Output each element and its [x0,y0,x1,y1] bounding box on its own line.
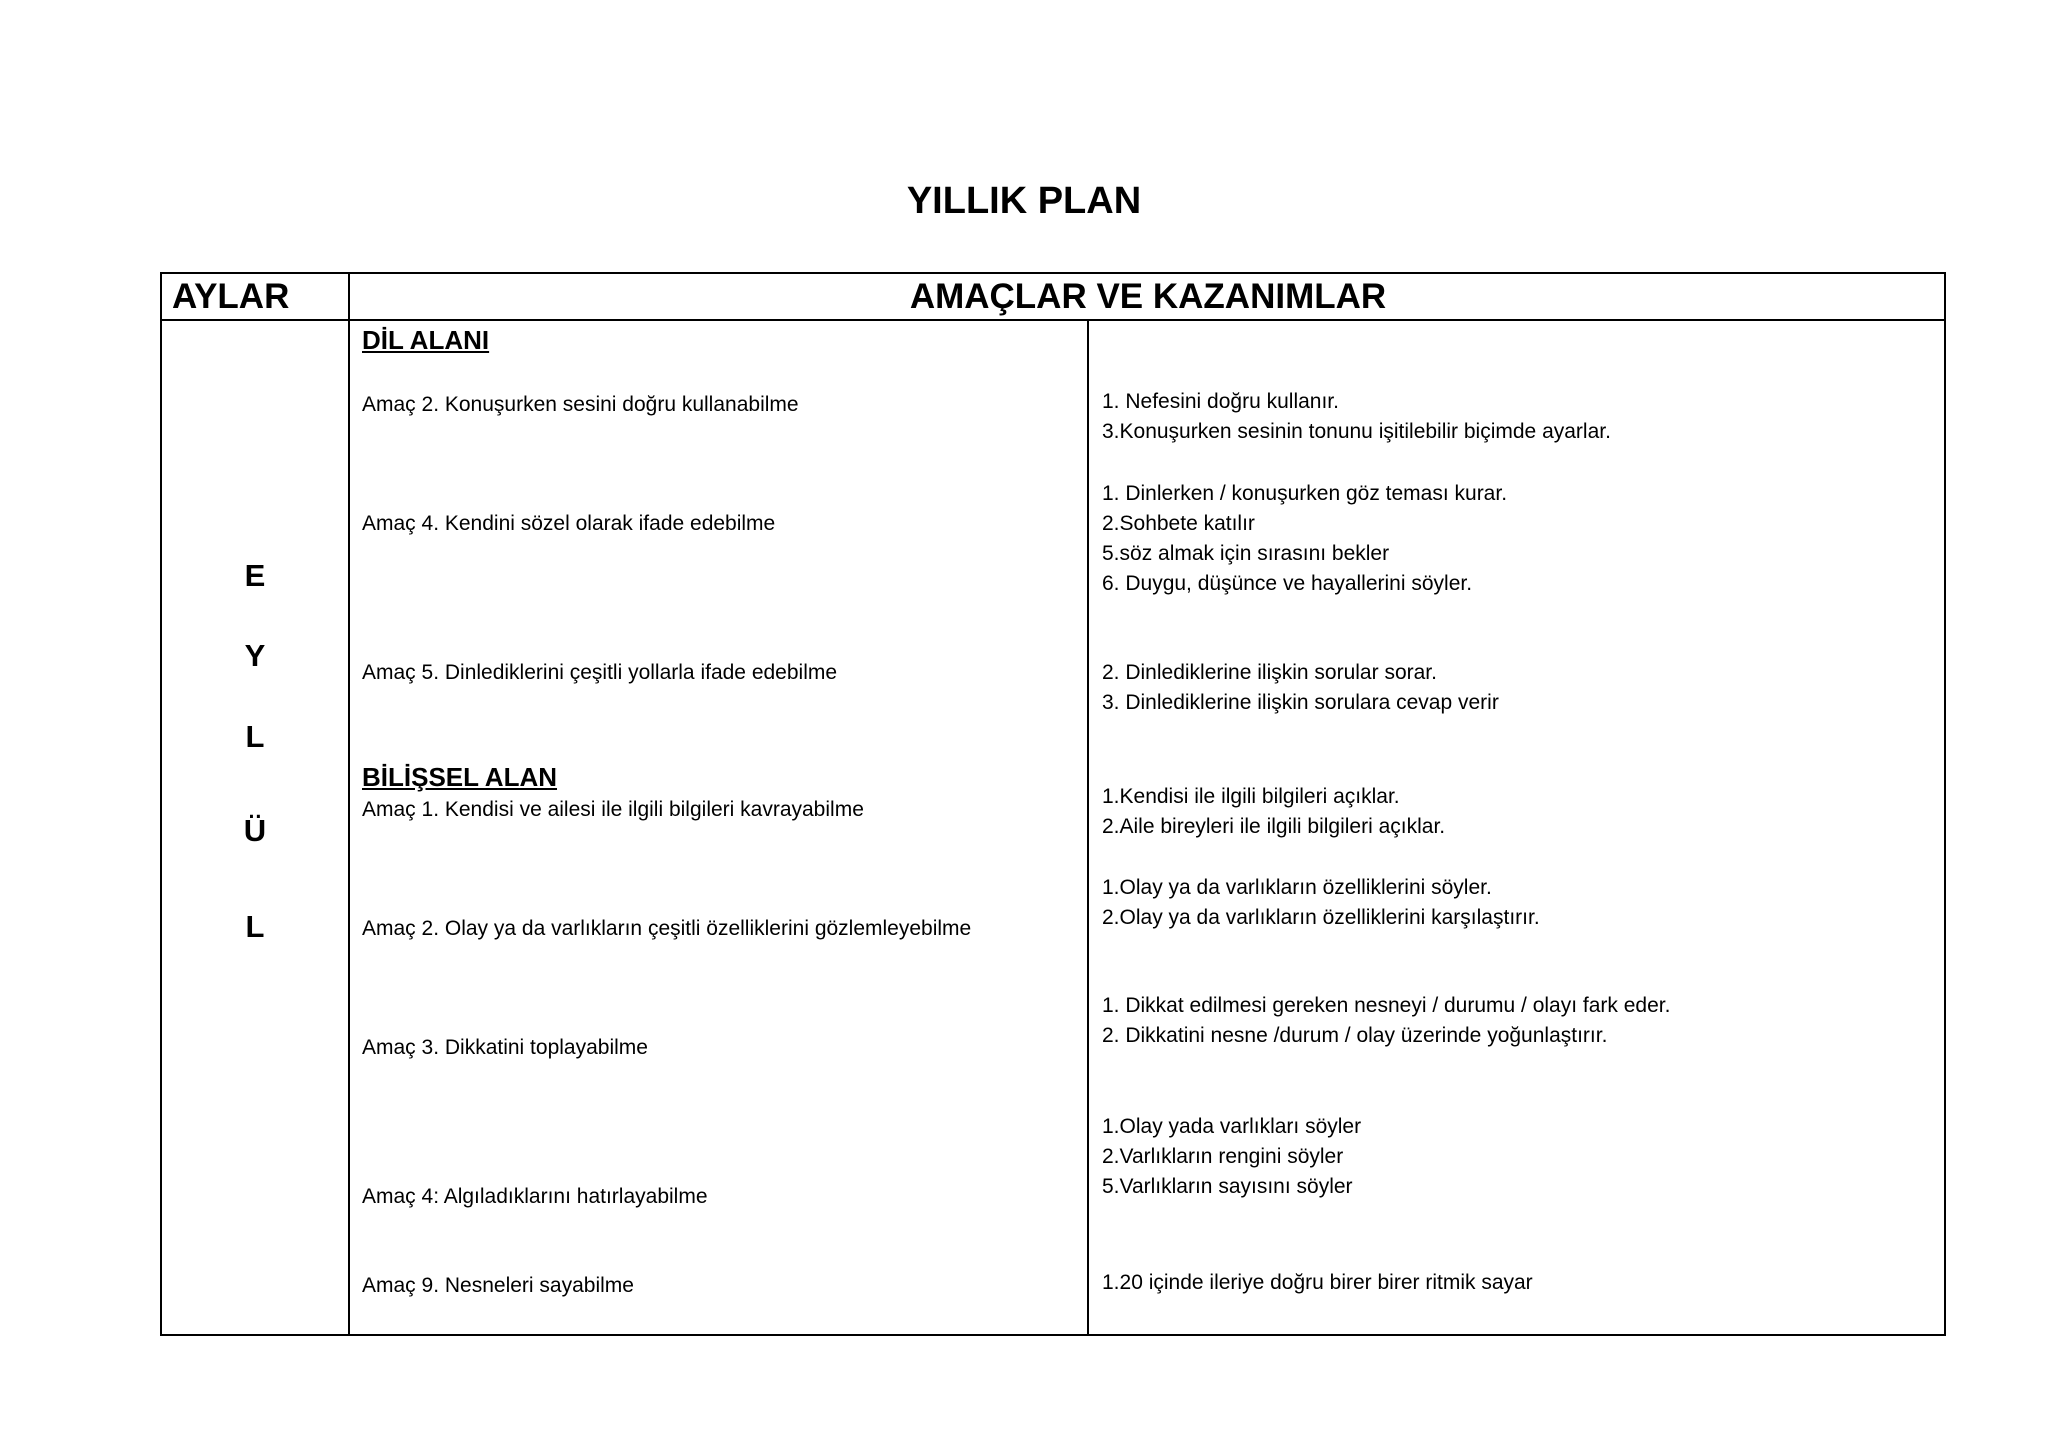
cognitive-section-heading: BİLİŞSEL ALAN [362,762,558,792]
goal-item: Amaç 4. Kendini sözel olarak ifade edebilme [362,512,776,535]
achievement-item: 6. Duygu, düşünce ve hayallerini söyler. [1102,572,1473,595]
goal-item: Amaç 2. Olay ya da varlıkların çeşitli özelliklerini gözlemleyebilme [362,917,972,940]
goal-item: Amaç 3. Dikkatini toplayabilme [362,1036,648,1059]
achievement-item: 2.Olay ya da varlıkların özelliklerini karşılaştırır. [1102,906,1540,929]
achievement-list [1102,873,1540,933]
achievement-list [1102,1112,1361,1202]
month-letter: Y [244,638,266,673]
page-title: YILLIK PLAN [906,180,1142,222]
achievement-item: 2. Dinlediklerine ilişkin sorular sorar. [1102,661,1437,684]
achievement-item: 2.Aile bireyleri ile ilgili bilgileri açıklar. [1102,815,1446,838]
achievement-item: 5.Varlıkların sayısını söyler [1102,1175,1353,1198]
achievement-list [1102,387,1611,447]
achievement-list [1102,479,1507,599]
achievement-item: 3.Konuşurken sesinin tonunu işitilebilir biçimde ayarlar. [1102,420,1611,443]
goals-column-divider [1087,320,1089,1336]
achievement-item: 1.Olay ya da varlıkların özelliklerini söyler. [1102,876,1492,899]
achievement-item: 1.Olay yada varlıkları söyler [1102,1115,1362,1138]
achievement-item: 1.20 içinde ileriye doğru birer birer ritmik sayar [1102,1271,1533,1294]
achievement-item: 2.Varlıkların rengini söyler [1102,1145,1344,1168]
month-letter: E [244,558,266,593]
achievement-item: 5.söz almak için sırasını bekler [1102,542,1390,565]
achievement-item: 3. Dinlediklerine ilişkin sorulara cevap verir [1102,691,1499,714]
months-column-divider [348,272,350,1336]
achievement-list [1102,658,1499,718]
achievement-item: 1. Dikkat edilmesi gereken nesneyi / durumu / olayı fark eder. [1102,994,1671,1017]
achievement-item: 2.Sohbete katılır [1102,512,1255,535]
goals-header: AMAÇLAR VE KAZANIMLAR [909,277,1387,316]
language-section-heading: DİL ALANI [362,325,490,355]
goal-item: Amaç 5. Dinlediklerini çeşitli yollarla ifade edebilme [362,661,838,684]
month-letter: L [245,719,265,754]
achievement-item: 1.Kendisi ile ilgili bilgileri açıklar. [1102,785,1400,808]
goal-item: Amaç 9. Nesneleri sayabilme [362,1274,634,1297]
months-header: AYLAR [172,277,290,316]
achievement-item: 1. Nefesini doğru kullanır. [1102,390,1339,413]
goal-item: Amaç 1. Kendisi ve ailesi ile ilgili bilgileri kavrayabilme [362,798,864,821]
month-letter: Ü [243,813,267,848]
goal-item: Amaç 4: Algıladıklarını hatırlayabilme [362,1185,708,1208]
month-letter: L [245,909,265,944]
achievement-item: 2. Dikkatini nesne /durum / olay üzerinde yoğunlaştırır. [1102,1024,1608,1047]
achievement-item: 1. Dinlerken / konuşurken göz teması kurar. [1102,482,1508,505]
achievement-list [1102,782,1445,842]
achievement-list [1102,1268,1533,1298]
goal-item: Amaç 2. Konuşurken sesini doğru kullanabilme [362,393,799,416]
achievement-list [1102,991,1670,1051]
